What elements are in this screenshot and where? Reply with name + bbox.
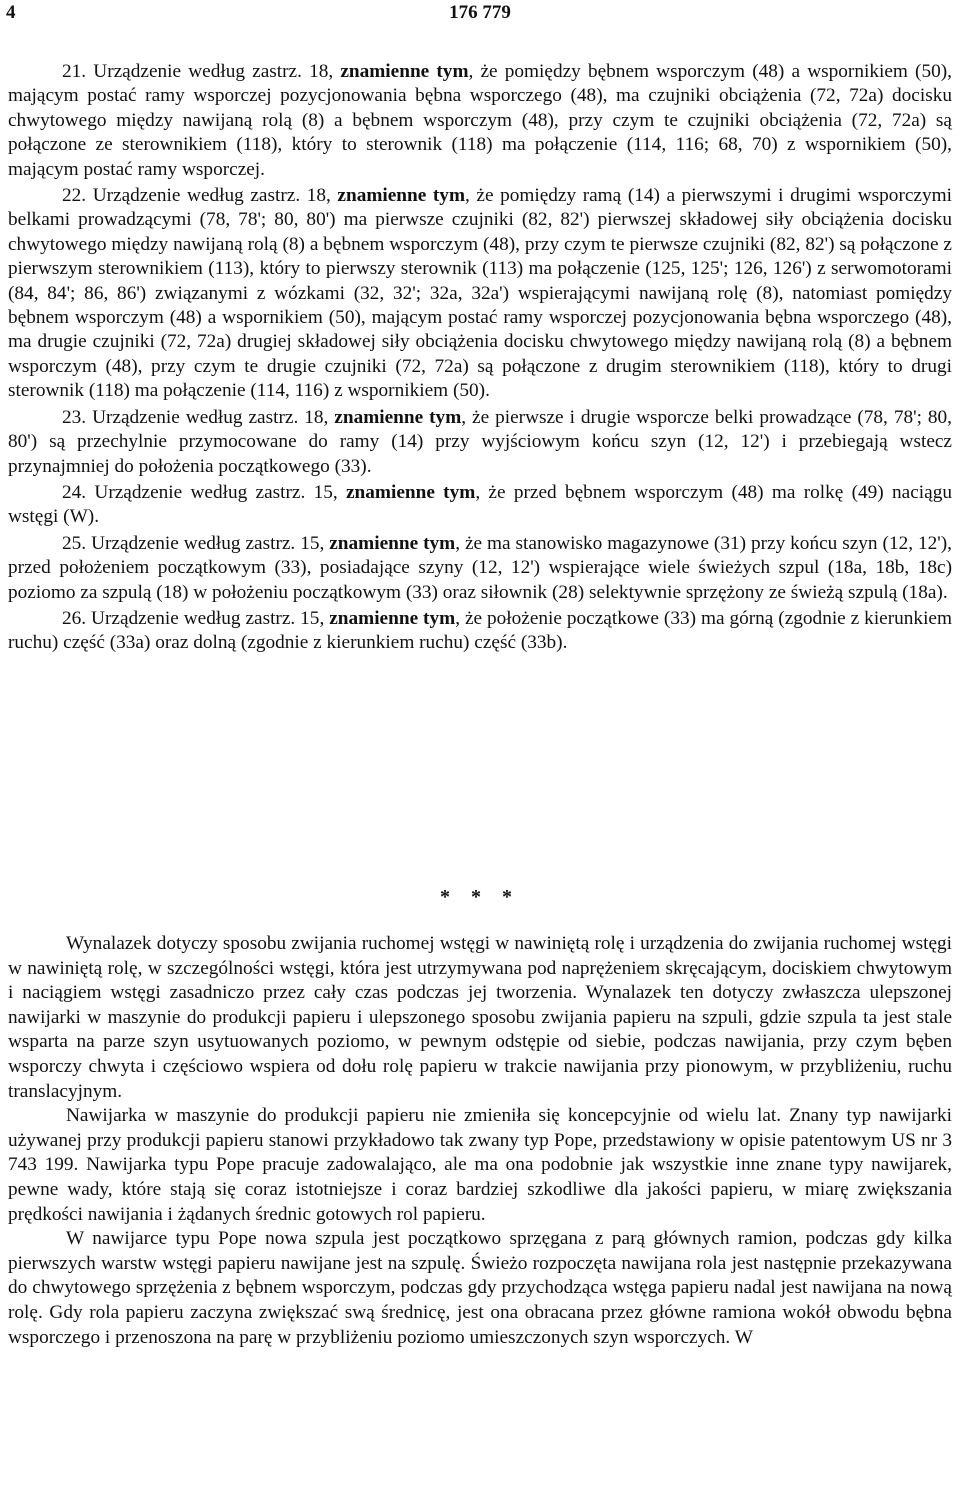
claim-paragraph: 24. Urządzenie według zastrz. 15, znamienne tym, że przed bębnem wsporczym (48) ma rolkę (49) naciągu wstęgi (W). [8,481,952,528]
claim-keyword: znamienne tym [345,481,476,503]
description-section [8,932,952,1350]
body-paragraph: Nawijarka w maszynie do produkcji papieru nie zmieniła się koncepcyjnie od wielu lat. Znany typ nawijarki używanej przy produkcji papieru stanowi przykładowo tak zwany typ Pope, przedstawiony w opisie patentowym US nr 3 743 199. Nawijarka typu Pope pracuje zadowalająco, ale ma ona podobnie jak wszystkie inne znane typy nawijarek, pewne wady, które stają się coraz istotniejsze i coraz bardziej szkodliwe dla jakości papieru, w miarę zwiększania prędkości nawijania i żądanych średnic gotowych rol papieru. [8,1105,952,1225]
claim-number: 24. [62,481,87,503]
claims-section [8,60,952,658]
claim-paragraph: 21. Urządzenie według zastrz. 18, znamienne tym, że pomiędzy bębnem wsporczym (48) a wspornikiem (50), mającym postać ramy wsporczej pozycjonowania bębna wsporczego (48), ma czujniki obciążenia (72, 72a) docisku chwytowego między nawijaną rolą (8) a bębnem wsporczym (48), przy czym te czujniki obciążenia (72, 72a) są połączone ze sterownikiem (118), który to sterownik (118) ma połączenie (114, 116; 68, 70) z wspornikiem (50), mającym postać ramy wsporczej. [8,61,952,180]
claim-paragraph: 22. Urządzenie według zastrz. 18, znamienne tym, że pomiędzy ramą (14) a pierwszymi i drugimi wsporczymi belkami prowadzącymi (78, 78'; 80, 80') ma pierwsze czujniki (82, 82') pierwszej składowej siły obciążenia docisku chwytowego między nawijaną rolą (8) a bębnem wsporczym (48), przy czym te pierwsze czujniki (82, 82') są połączone z pierwszym sterownikiem (113), który to pierwszy sterownik (113) ma połączenie (125, 125'; 126, 126') z serwomotorami (84, 84'; 86, 86') związanymi z wózkami (32, 32'; 32a, 32a') wspierającymi nawijaną rolę (8), natomiast pomiędzy bębnem wsporczym (48) a wspornikiem (50), mającym postać ramy wsporczej pozycjonowania bębna wsporczego (48), ma drugie czujniki (72, 72a) drugiej składowej siły obciążenia docisku chwytowego między nawijaną rolą (8) a bębnem wsporczym (48), przy czym te drugie czujniki (72, 72a) są połączone z drugim sterownikiem (118), który to drugi sterownik (118) ma połączenie (114, 116) z wspornikiem (50). [8,185,952,402]
claim-keyword: znamienne tym [334,406,462,428]
page-header [0,0,960,30]
claim-paragraph: 23. Urządzenie według zastrz. 18, znamienne tym, że pierwsze i drugie wsporcze belki prowadzące (78, 78'; 80, 80') są przechylnie przymocowane do ramy (14) przy wyjściowym końcu szyn (12, 12') i przebiegają wstecz przynajmniej do położenia początkowego (33). [8,406,952,477]
claim-paragraph: 26. Urządzenie według zastrz. 15, znamienne tym, że położenie początkowe (33) ma górną (zgodnie z kierunkiem ruchu) część (33a) oraz dolną (zgodnie z kierunkiem ruchu) część (33b). [8,607,952,654]
body-paragraph: W nawijarce typu Pope nowa szpula jest początkowo sprzęgana z parą głównych ramion, podczas gdy kilka pierwszych warstw wstęgi papieru nawijane jest na szpulę. Świeżo rozpoczęta nawijana rola jest następnie przekazywana do chwytowego sprzężenia z bębnem wsporczym, podczas gdy przychodząca wstęga papieru nadal jest nawijana na nową rolę. Gdy rola papieru zaczyna zwiększać swą średnicę, jest ona obracana przez główne ramiona wokół obwodu bębna wsporczego i przenoszona na parę w przybliżeniu poziomo umieszczonych szyn wsporczych. W [8,1228,952,1348]
claim-keyword: znamienne tym [337,185,466,207]
claim-number: 25. [62,532,87,554]
document-number: 176 779 [449,2,511,23]
body-paragraph: Wynalazek dotyczy sposobu zwijania ruchomej wstęgi w nawiniętą rolę i urządzenia do zwijania ruchomej wstęgi w nawiniętą rolę, w szczególności wstęgi, która jest utrzymywana pod naprężeniem skręcającym, dociskiem chwytowym i naciągiem wstęgi zasadniczo przez cały czas podczas jej tworzenia. Wynalazek ten dotyczy zwłaszcza ulepszonej nawijarki w maszynie do produkcji papieru i ulepszonego sposobu zwijania papieru na szpuli, gdzie szpula ta jest stale wsparta na parze szyn usytuowanych poziomo, w pewnym odstępie od siebie, podczas nawijania, przy czym bęben wsporczy chwyta i częściowo wspiera od dołu rolę papieru w trakcie nawijania przy pionowym, w przybliżeniu, ruchu translacyjnym. [8,933,952,1102]
claim-number: 21. [62,61,87,82]
claim-number: 23. [62,406,87,428]
claim-paragraph: 25. Urządzenie według zastrz. 15, znamienne tym, że ma stanowisko magazynowe (31) przy końcu szyn (12, 12'), przed położeniem początkowym (33), posiadające szyny (12, 12') wspierające wiele świeżych szpul (18a, 18b, 18c) poziomo za szpulą (18) w położeniu początkowym (33) oraz siłownik (28) selektywnie sprzężony ze świeżą szpulą (18a). [8,532,952,603]
claim-keyword: znamienne tym [329,532,456,554]
claim-keyword: znamienne tym [329,607,456,629]
claim-number: 26. [62,607,87,629]
page-number: 4 [6,2,16,23]
section-separator: * * * [440,886,520,908]
claim-number: 22. [62,185,87,207]
claim-keyword: znamienne tym [340,61,469,82]
